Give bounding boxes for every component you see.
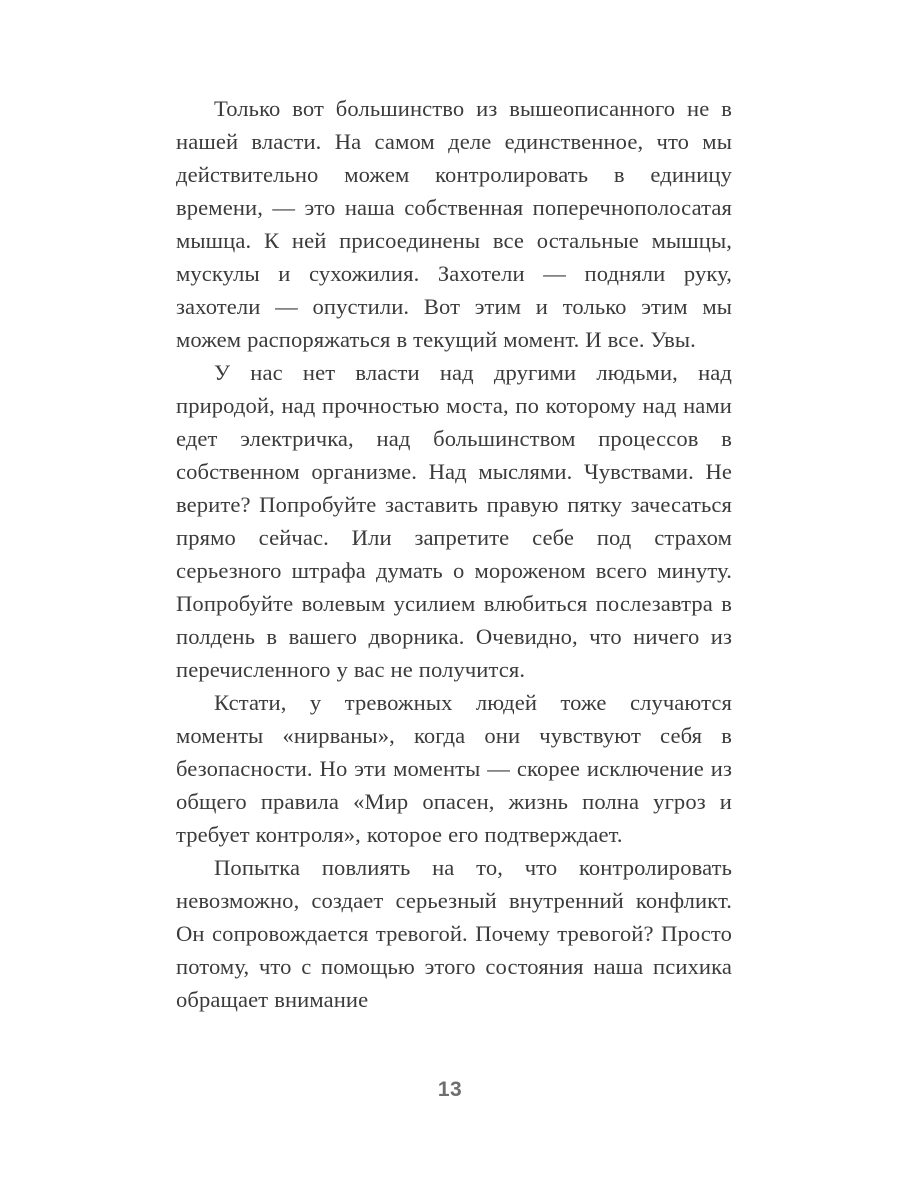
paragraph: У нас нет власти над другими людьми, над природой, над прочностью моста, по которому над нами едет электричка, над большинством процессов в собственном организме. Над мыслями. Чувствами. Не верите? Попробуйте заставить правую пятку зачесаться прямо сейчас. Или запретите себе под страхом серьезного штрафа думать о мороженом всего минуту. Попробуйте волевым усилием влюбиться послезавтра в полдень в вашего дворника. Очевидно, что ничего из перечисленного у вас не получится. [176,360,732,682]
paragraph: Только вот большинство из вышеописанного не в нашей власти. На самом деле единственное, что мы действительно можем контролировать в единицу времени, — это наша собственная поперечнополосатая мышца. К ней присоединены все остальные мышцы, мускулы и сухожилия. Захотели — подняли руку, захотели — опустили. Вот этим и только этим мы можем распоряжаться в текущий момент. И все. Увы. [176,96,732,352]
paragraph: Попытка повлиять на то, что контролировать невозможно, создает серьезный внутренний конфликт. Он сопровождается тревогой. Почему тревогой? Просто потому, что с помощью этого состояния наша психика обращает внимание [176,855,732,1012]
page-number: 13 [437,1078,463,1101]
body-text-column [176,92,732,1016]
paragraph: Кстати, у тревожных людей тоже случаются моменты «нирваны», когда они чувствуют себя в безопасности. Но эти моменты — скорее исключение из общего правила «Мир опасен, жизнь полна угроз и требует контроля», которое его подтверждает. [176,690,732,847]
